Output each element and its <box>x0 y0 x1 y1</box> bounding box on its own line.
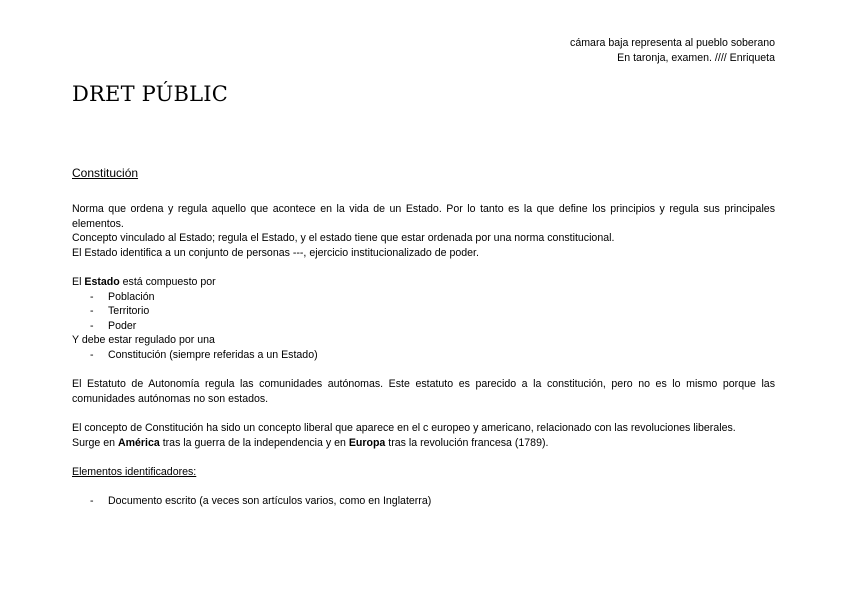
section-heading: Constitución <box>72 166 139 180</box>
estado-list <box>72 290 775 334</box>
paragraph-concepto-liberal: El concepto de Constitución ha sido un concepto liberal que aparece en el c europeo y americano, relacionado con las revoluciones liberales. <box>72 421 736 434</box>
paragraph-surge: Surge en América tras la guerra de la independencia y en Europa tras la revolución francesa (1789). <box>72 436 549 449</box>
header-note <box>570 36 775 65</box>
paragraph-estatuto: El Estatuto de Autonomía regula las comunidades autónomas. Este estatuto es parecido a la constitución, pero no es lo mismo porque las comunidades autónomas no son estados. <box>72 378 775 405</box>
list-item: - Poder <box>72 319 775 334</box>
paragraph-estado-identifica: El Estado identifica a un conjunto de personas ---, ejercicio institucionalizado de poder. <box>72 246 479 259</box>
document-title: DRET PÚBLIC <box>72 82 229 106</box>
elementos-heading: Elementos identificadores: <box>72 465 197 478</box>
bold-america: América <box>117 436 160 449</box>
list-item: - Territorio <box>72 304 775 319</box>
document-page <box>72 0 775 600</box>
elementos-list <box>72 494 775 509</box>
regulado-list <box>72 348 775 363</box>
header-note-line-1: cámara baja representa al pueblo soberano <box>570 37 775 49</box>
list-item: - Constitución (siempre referidas a un Estado) <box>72 348 775 363</box>
paragraph-definition: Norma que ordena y regula aquello que acontece en la vida de un Estado. Por lo tanto es la que define los principios y regula sus principales elementos. <box>72 203 775 230</box>
list-item: - Población <box>72 290 775 305</box>
header-note-line-2: En taronja, examen. //// Enriqueta <box>617 51 775 64</box>
document-body <box>72 202 775 508</box>
paragraph-regulado-intro: Y debe estar regulado por una <box>72 334 215 347</box>
bold-europa: Europa <box>348 436 386 449</box>
list-item: - Documento escrito (a veces son artículos varios, como en Inglaterra) <box>72 494 775 509</box>
paragraph-concept: Concepto vinculado al Estado; regula el Estado, y el estado tiene que estar ordenada por una norma constitucional. <box>72 232 615 245</box>
paragraph-estado-intro: El Estado está compuesto por <box>72 275 216 288</box>
bold-estado: Estado <box>84 275 120 288</box>
